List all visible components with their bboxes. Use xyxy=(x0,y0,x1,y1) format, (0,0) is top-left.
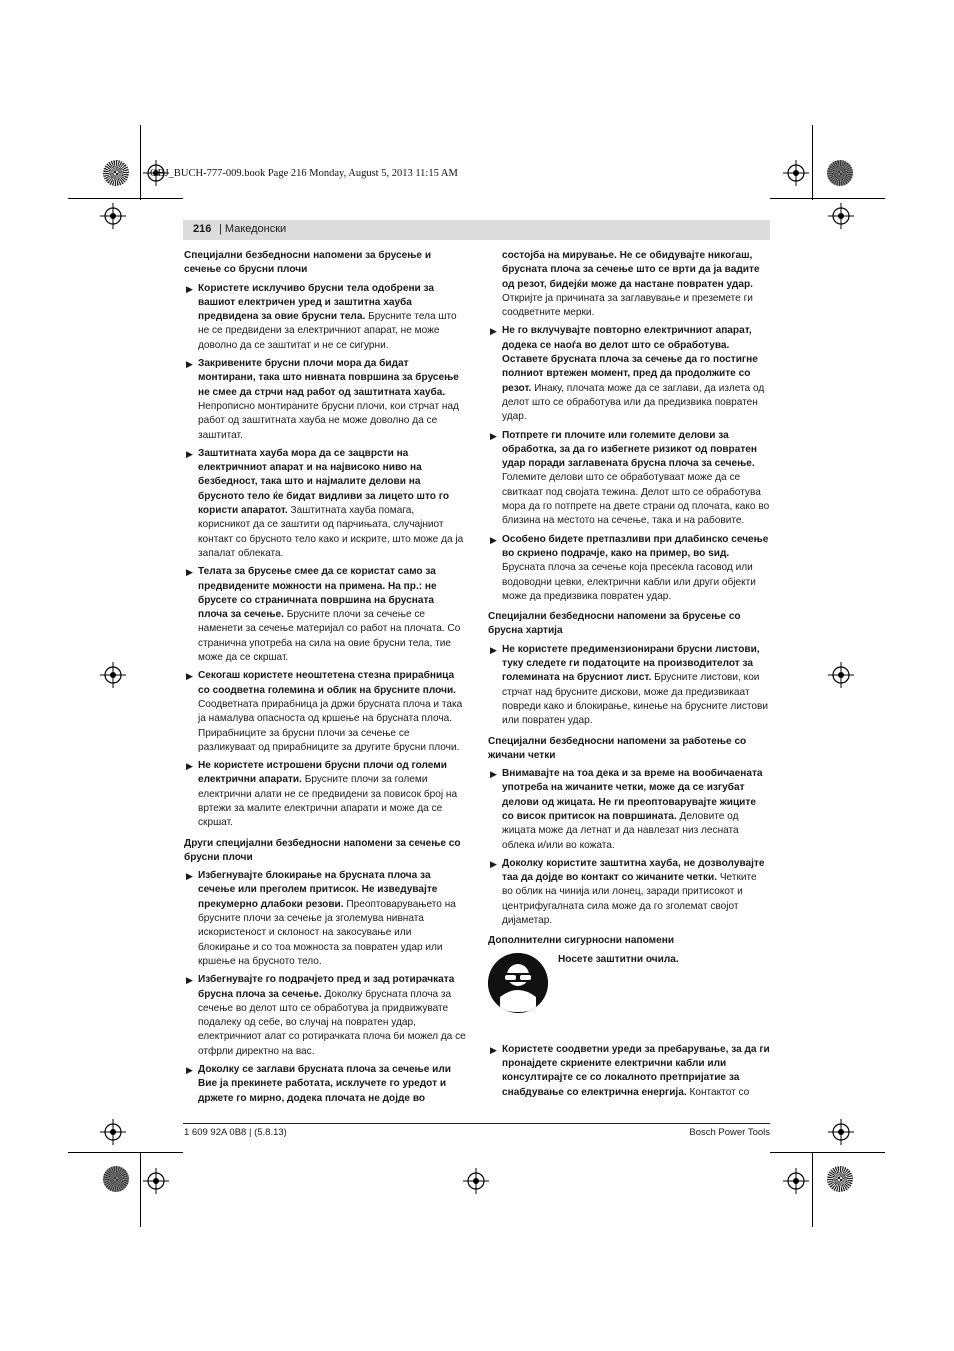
list-item: ▶ Секогаш користете неоштетена стезна прирабница со соодветна големина и облик на брусните плочи. Соодветната прирабница ја држи брусната плоча и така ја намалува опасноста од кршење на брусната плоча. Прирабниците за брусни плочи за сечење се разликуваат од прирабниците за другите брусни плочи. xyxy=(186,670,463,753)
color-rosette-icon xyxy=(827,1166,853,1192)
list-item: ▶ Внимавајте на тоа дека и за време на вообичаената употреба на жичаните четки, може да се изгубат делови од жицата. Не ги преоптоварувајте жиците со висок притисок на површината. Деловите од жицата може да летнат и да навлезат низ лесната облека и/или во кожата. xyxy=(490,768,763,851)
crop-mark xyxy=(140,125,141,200)
list-item: ▶ Избегнувајте блокирање на брусната плоча за сечење или преголем притисок. Не изведувајте прекумерно длабоки резови. Преоптоварувањето на брусните плочи за сечење ја зголемува нивната искористеност и склоност на закосување или блокирање и со тоа можноста за повратен удар или кршење на брусното тело. xyxy=(186,870,456,967)
bullet-triangle-icon: ▶ xyxy=(490,430,497,441)
color-rosette-icon xyxy=(827,160,853,186)
list-item: ▶ Не користете истрошени брусни плочи од големи електрични апарати. Брусните плочи за големи електрични алати не се предвидени за повисок број на вртежи за малите електрични апарати и може да се скршат. xyxy=(186,760,458,829)
page-header xyxy=(183,220,770,240)
section-heading: Дополнителни сигурносни напомени xyxy=(488,935,675,947)
registration-mark-icon xyxy=(100,1119,126,1145)
registration-mark-icon xyxy=(783,1168,809,1194)
registration-mark-icon xyxy=(828,1119,854,1145)
section-heading: Специјални безбедносни напомени за брусење со брусна хартија xyxy=(488,611,741,637)
registration-mark-icon xyxy=(100,203,126,229)
list-item: ▶ Доколку се заглави брусната плоча за сечење или Вие ја прекинете работата, исклучете го уредот и држете го мирно, додека плочата не дојде во xyxy=(186,1064,451,1104)
bullet-triangle-icon: ▶ xyxy=(490,1044,497,1055)
list-item: ▶ Доколку користите заштитна хауба, не дозволувајте таа да дојде во контакт со жичаните четки. Четките во облик на чинија или лонец, заради притисокот и центрифугалната сила може да го зголемат својот дијаметар. xyxy=(490,857,765,927)
safety-goggles-icon xyxy=(488,953,548,1013)
bullet-triangle-icon: ▶ xyxy=(490,858,497,869)
left-column xyxy=(184,249,466,1110)
bullet-triangle-icon: ▶ xyxy=(186,448,193,459)
bullet-triangle-icon: ▶ xyxy=(490,326,497,337)
bullet-triangle-icon: ▶ xyxy=(186,567,193,578)
continued-paragraph: состојба на мирување. Не се обидувајте никогаш, брусната плоча за сечење што се врти да ја вадите од резот, бидејќи може да настане повратен удар. Откријте ја причината за заглавување и преземете ги соодветните мерки. xyxy=(502,250,760,319)
list-item: ▶ Заштитната хауба мора да се зацврсти на електричниот апарат и на највисоко ниво на безбедност, така што и најмалите делови на брусното тело ќе бидат видливи за лицето што го користи апаратот. Заштитната хауба помага, корисникот да се заштити од парчињата, случајниот контакт со брусното тело како и искрите, што може да ја запалат облеката. xyxy=(186,447,464,559)
list-item: ▶ Особено бидете претпазливи при длабинско сечење во скриено подрачје, како на пример, во ѕид. Брусната плоча за сечење која пресекла гасовод или водоводни цевки, електрични кабли или други објекти може да предизвика повратен удар. xyxy=(490,533,769,602)
list-item: ▶ Избегнувајте го подрачјето пред и зад ротирачката брусна плоча за сечење. Доколку брусната плоча за сечење во делот што се обработува ја придвижувате подалеку од себе, во случај на повратен удар, електричниот алат со ротирачката плоча би можел да се отфрли директно на вас. xyxy=(186,974,466,1057)
right-column xyxy=(488,249,770,1104)
registration-mark-icon xyxy=(783,160,809,186)
bullet-triangle-icon: ▶ xyxy=(186,359,193,370)
page-number: 216 xyxy=(193,223,212,235)
bullet-triangle-icon: ▶ xyxy=(186,761,193,772)
crop-mark xyxy=(770,198,885,199)
bullet-triangle-icon: ▶ xyxy=(490,534,497,545)
list-item: ▶ Користете соодветни уреди за пребарување, за да ги пронајдете скриените електрични кабли или консултирајте се со локалното претпријатие за снабдување со електрична енергија. Контактот со xyxy=(490,1043,770,1098)
crop-mark xyxy=(812,1152,813,1227)
list-item: ▶ Закривените брусни плочи мора да бидат монтирани, така што нивната површина за брусење не смее да стрчи над работ од заштитната хауба. Непрописно монтираните брусни плочи, кои стрчат над работ од заштитната хауба не може доволно да се заштитат. xyxy=(186,358,459,441)
section-heading: Други специјални безбедносни напомени за сечење со брусни плочи xyxy=(184,837,461,863)
bullet-triangle-icon: ▶ xyxy=(186,671,193,682)
registration-mark-icon xyxy=(143,1168,169,1194)
crop-mark xyxy=(812,125,813,200)
crop-mark xyxy=(140,1152,141,1227)
publisher: Bosch Power Tools xyxy=(689,1127,770,1138)
crop-mark xyxy=(770,1152,885,1153)
color-rosette-icon xyxy=(103,1166,129,1192)
bullet-triangle-icon: ▶ xyxy=(186,1065,193,1076)
list-item: ▶ Не го вклучувајте повторно електричниот апарат, додека се наоѓа во делот што се обработува. Оставете брусната плоча за сечење да го постигне полниот вртежен момент, пред да продолжите со резот. Инаку, плочата може да се заглави, да излета од делот што се обработува или да предизвика повратен удар. xyxy=(490,325,765,423)
goggles-label: Носете заштитни очила. xyxy=(558,953,679,965)
language-label: | Македонски xyxy=(219,223,287,235)
registration-mark-icon xyxy=(828,203,854,229)
crop-mark xyxy=(68,198,183,199)
goggles-notice xyxy=(488,953,770,1013)
bullet-triangle-icon: ▶ xyxy=(186,871,193,882)
registration-mark-icon xyxy=(828,662,854,688)
list-item: ▶ Потпрете ги плочите или големите делови за обработка, за да го избегнете ризикот од повратен удар поради заглавената брусна плоча за сечење. Големите делови што се обработуваат може да се свиткаат под својата тежина. Делот што се обработува мора да го потпрете на двете страни од плочата, како во близина на местото на сечење, така и на рабовите. xyxy=(490,429,770,527)
document-code: 1 609 92A 0B8 | (5.8.13) xyxy=(184,1127,287,1138)
list-item: ▶ Телата за брусење смее да се користат само за предвидените можности на примена. На пр.: не брусете со страничната површина на брусната плоча за сечење. Брусните плочи за сечење се наменети за сечење материјал со работ на плочата. Со странична употреба на сила на овие брусни тела, тие може да се скршат. xyxy=(186,566,461,664)
registration-mark-icon xyxy=(100,662,126,688)
bullet-triangle-icon: ▶ xyxy=(490,644,497,655)
registration-mark-icon xyxy=(463,1168,489,1194)
color-rosette-icon xyxy=(103,160,129,186)
section-heading: Специјални безбедносни напомени за работење со жичани четки xyxy=(488,735,747,761)
bullet-triangle-icon: ▶ xyxy=(186,975,193,986)
crop-mark xyxy=(68,1152,183,1153)
list-item: ▶ Користете исклучиво брусни тела одобрени за вашиот електричен уред и заштитна хауба предвидена за овие брусни тела. Брусните тела што не се предвидени за електричниот апарат, не може доволно да се заштитат и не се сигурни. xyxy=(186,282,457,351)
list-item: ▶ Не користете предимензионирани брусни листови, туку следете ги податоците на производителот за големината на брусниот лист. Брусните листови, кои стрчат над брусните дискови, може да предизвикаат повреди како и блокирање, кинење на брусните листови или повратен удар. xyxy=(490,643,769,727)
bullet-triangle-icon: ▶ xyxy=(186,283,193,294)
section-heading: Специјални безбедносни напомени за брусење и сечење со брусни плочи xyxy=(184,250,432,276)
page-footer xyxy=(183,1123,770,1138)
print-slug: OBJ_BUCH-777-009.book Page 216 Monday, August 5, 2013 11:15 AM xyxy=(150,168,458,179)
bullet-triangle-icon: ▶ xyxy=(490,769,497,780)
